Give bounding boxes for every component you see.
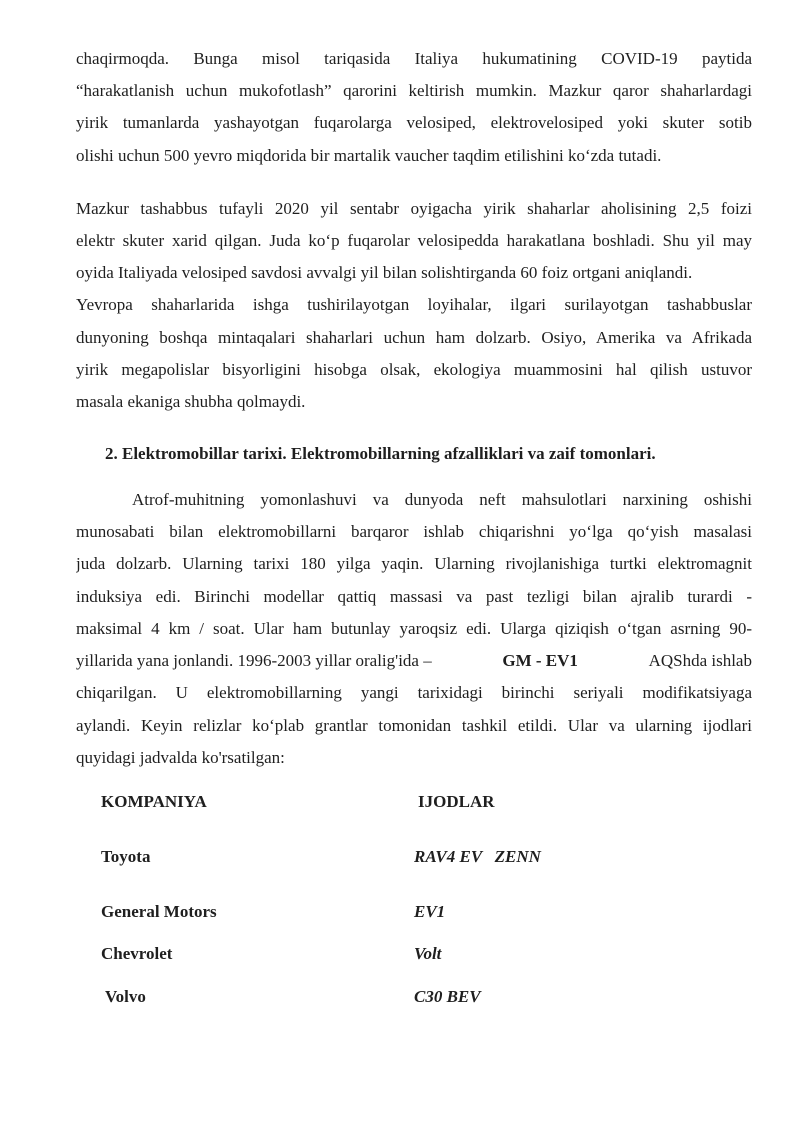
table-cell-company: Chevrolet	[101, 944, 173, 963]
paragraph-line: oyida Italiyada velosiped savdosi avvalgi yil bilan solishtirganda 60 foiz ortgani aniqlandi.	[76, 263, 693, 282]
paragraph-line: munosabati bilan elektromobillarni barqaror ishlab chiqarishni yo‘lga qo‘yish masalasi	[76, 522, 752, 541]
table-cell-company: Volvo	[101, 987, 146, 1006]
paragraph-line	[76, 645, 752, 677]
paragraph-line: Atrof-muhitning yomonlashuvi va dunyoda neft mahsulotlari narxining oshishi	[132, 490, 752, 509]
bold-term: GM - EV1	[502, 651, 578, 670]
table-cell-models: Volt	[414, 944, 442, 963]
table-cell-models: RAV4 EV ZENN	[414, 847, 541, 866]
paragraph-line: chiqarilgan. U elektromobillarning yangi tarixidagi birinchi seriyali modifikatsiyaga	[76, 683, 752, 702]
paragraph-line: dunyoning boshqa mintaqalari shaharlari uchun ham dolzarb. Osiyo, Amerika va Afrikada	[76, 328, 752, 347]
paragraph-line: juda dolzarb. Ularning tarixi 180 yilga yaqin. Ularning rivojlanishiga turtki elektromagnit	[76, 554, 752, 573]
section-heading: 2. Elektromobillar tarixi. Elektromobillarning afzalliklari va zaif tomonlari.	[105, 444, 656, 463]
table-cell-models: C30 BEV	[414, 987, 481, 1006]
paragraph-line: olishi uchun 500 yevro miqdorida bir martalik vaucher taqdim etilishini ko‘zda tutadi.	[76, 146, 662, 165]
paragraph-line: “harakatlanish uchun mukofotlash” qarorini keltirish mumkin. Mazkur qaror shaharlardagi	[76, 81, 752, 100]
table-header-company: KOMPANIYA	[101, 792, 207, 811]
paragraph-line: yirik tumanlarda yashayotgan fuqarolarga velosiped, elektrovelosiped yoki skuter sotib	[76, 113, 752, 132]
paragraph-line: elektr skuter xarid qilgan. Juda ko‘p fuqarolar velosipedda harakatlana boshladi. Shu yil may	[76, 231, 752, 250]
table-cell-company: Toyota	[101, 847, 151, 866]
paragraph-line: Mazkur tashabbus tufayli 2020 yil sentabr oyigacha yirik shaharlar aholisining 2,5 foizi	[76, 199, 752, 218]
text-span: AQShda ishlab	[648, 651, 752, 670]
paragraph-line: chaqirmoqda. Bunga misol tariqasida Italiya hukumatining COVID-19 paytida	[76, 49, 752, 68]
paragraph-line: maksimal 4 km / soat. Ular ham butunlay yaroqsiz edi. Ularga qiziqish o‘tgan asrning 90-	[76, 619, 752, 638]
paragraph-line: aylandi. Keyin relizlar ko‘plab grantlar tomonidan tashkil etildi. Ular va ularning ijodlari	[76, 716, 752, 735]
paragraph-line: Yevropa shaharlarida ishga tushirilayotgan loyihalar, ilgari surilayotgan tashabbuslar	[76, 295, 752, 314]
table-header-models: IJODLAR	[418, 792, 495, 811]
paragraph-line: induksiya edi. Birinchi modellar qattiq massasi va past tezligi bilan ajralib turardi -	[76, 587, 752, 606]
table-cell-company: General Motors	[101, 902, 217, 921]
paragraph-line: quyidagi jadvalda ko'rsatilgan:	[76, 748, 285, 767]
paragraph-line: yirik megapolislar bisyorligini hisobga olsak, ekologiya muammosini hal qilish ustuvor	[76, 360, 752, 379]
text-span: yillarida yana jonlandi. 1996-2003 yillar oralig'ida –	[76, 651, 432, 670]
paragraph-line: masala ekaniga shubha qolmaydi.	[76, 392, 306, 411]
table-cell-models: EV1	[414, 902, 446, 921]
